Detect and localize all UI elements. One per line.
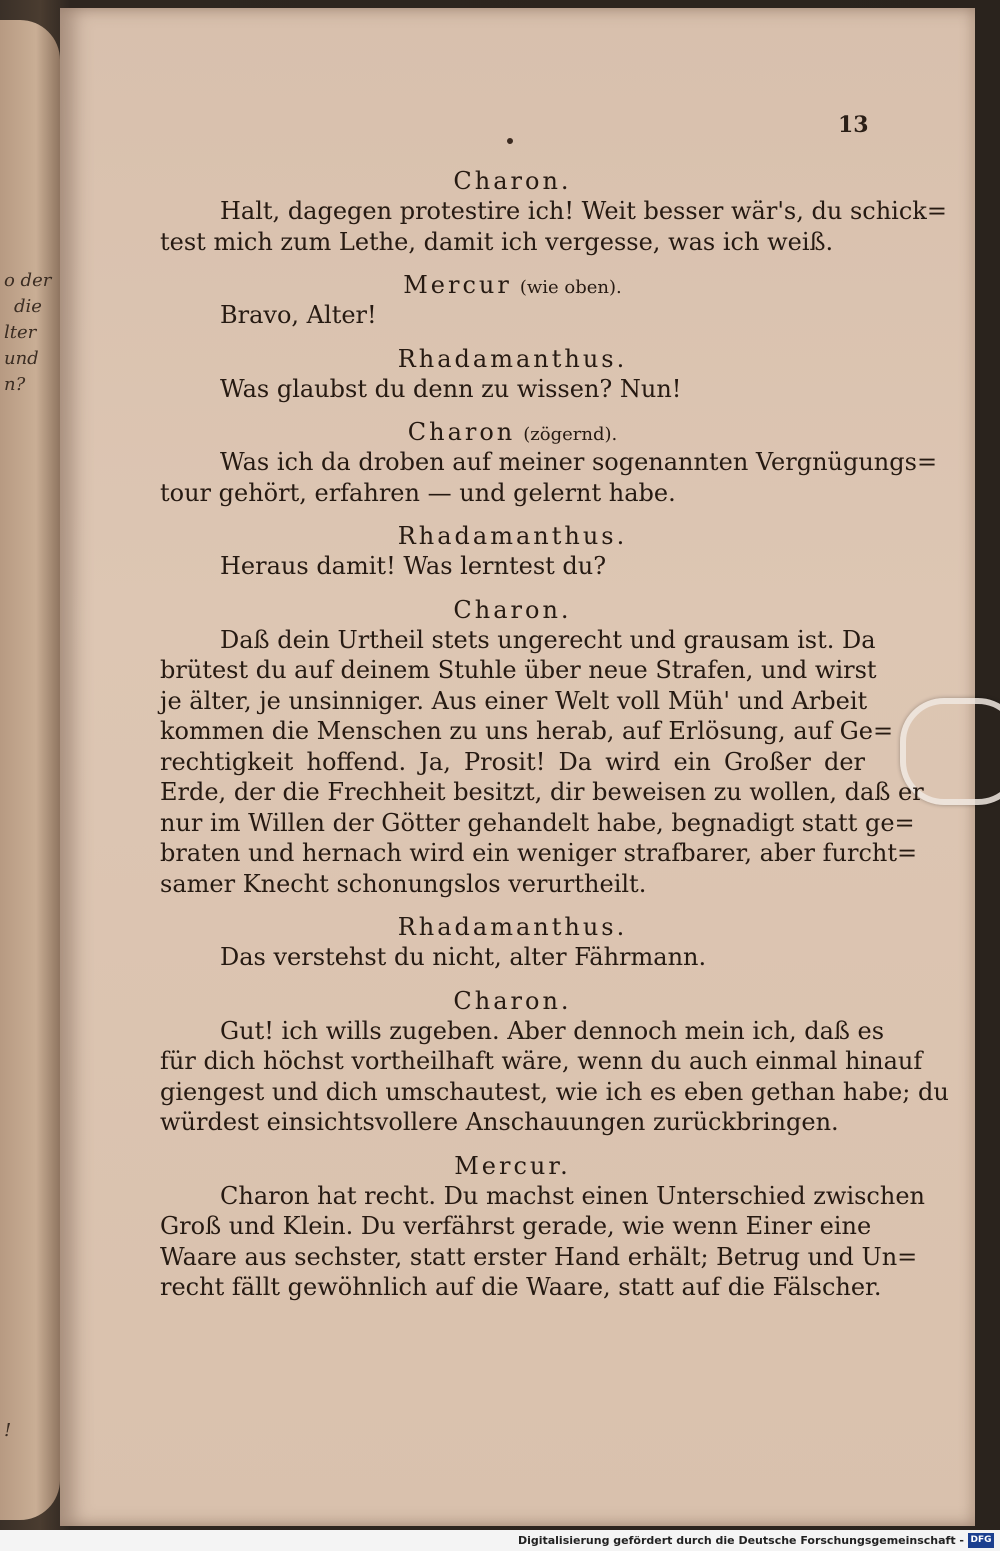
previous-page-fragment: lter — [4, 322, 37, 343]
speaker-name: Rhadamanthus. — [397, 913, 628, 941]
speaker-heading — [160, 912, 865, 942]
speaker-name: Mercur — [403, 271, 512, 299]
text-line: samer Knecht schonungslos verurtheilt. — [160, 869, 647, 898]
speaker-name: Rhadamanthus. — [397, 522, 628, 550]
speaker-name: Mercur. — [454, 1151, 571, 1180]
text-line: Gut! ich wills zugeben. Aber dennoch mein ich, daß es — [220, 1016, 885, 1045]
speaker-heading — [160, 986, 865, 1016]
text-line: Groß und Klein. Du verfährst gerade, wie wenn Einer eine — [160, 1212, 872, 1240]
text-line: Das verstehst du nicht, alter Fährmann. — [220, 943, 707, 971]
footer-bar — [0, 1530, 1000, 1551]
speaker-heading — [160, 344, 865, 374]
page-number: 13 — [838, 112, 869, 138]
previous-page-fragment: ! — [4, 1420, 12, 1441]
text-line: giengest und dich umschautest, wie ich es eben gethan habe; du — [160, 1077, 949, 1106]
previous-page-edge — [0, 20, 60, 1520]
speaker-name: Charon. — [453, 595, 572, 624]
stage-direction: (zögernd). — [523, 424, 618, 445]
footer-credit: Digitalisierung gefördert durch die Deutsche Forschungsgemeinschaft - — [517, 1534, 964, 1547]
text-line: test mich zum Lethe, damit ich vergesse, was ich weiß. — [160, 227, 834, 256]
text-line: Was ich da droben auf meiner sogenannten Vergnügungs= — [220, 448, 938, 476]
text-line: Was glaubst du denn zu wissen? Nun! — [220, 374, 682, 403]
speaker-name: Charon — [407, 418, 516, 446]
speaker-heading — [160, 166, 865, 196]
text-line: Waare aus sechster, statt erster Hand erhält; Betrug und Un= — [160, 1242, 918, 1271]
previous-page-fragment: und — [4, 348, 39, 369]
text-line: tour gehört, erfahren — und gelernt habe. — [160, 478, 676, 507]
text-line: würdest einsichtsvollere Anschauungen zurückbringen. — [160, 1108, 839, 1136]
speaker-name: Rhadamanthus. — [397, 344, 628, 373]
text-line: Halt, dagegen protestire ich! Weit besser wär's, du schick= — [220, 197, 947, 225]
speaker-name: Charon. — [453, 986, 572, 1015]
speaker-heading — [160, 417, 865, 447]
ink-dot — [507, 138, 513, 144]
dfg-logo: DFG — [968, 1533, 994, 1548]
speaker-heading — [160, 270, 865, 300]
text-line: je älter, je unsinniger. Aus einer Welt voll Müh' und Arbeit — [160, 686, 868, 715]
speaker-heading — [160, 521, 865, 551]
text-line: rechtigkeit hoffend. Ja, Prosit! Da wird ein Großer der — [160, 747, 865, 776]
speaker-name: Charon. — [453, 167, 572, 195]
speaker-heading — [160, 595, 865, 625]
text-line: brütest du auf deinem Stuhle über neue Strafen, und wirst — [160, 656, 877, 684]
text-line: für dich höchst vortheilhaft wäre, wenn du auch einmal hinauf — [160, 1047, 923, 1075]
stage-direction: (wie oben). — [519, 277, 622, 298]
text-line: Heraus damit! Was lerntest du? — [220, 552, 607, 580]
previous-page-fragment: o der — [4, 270, 52, 291]
text-line: Bravo, Alter! — [220, 301, 377, 329]
text-line: Erde, der die Frechheit besitzt, dir beweisen zu wollen, daß er — [160, 778, 924, 806]
text-line: recht fällt gewöhnlich auf die Waare, statt auf die Fälscher. — [160, 1273, 882, 1301]
previous-page-fragment: die — [14, 296, 42, 317]
page-text — [160, 166, 949, 1303]
previous-page-fragment: n? — [4, 374, 26, 395]
text-line: kommen die Menschen zu uns herab, auf Erlösung, auf Ge= — [160, 717, 894, 745]
speaker-heading — [160, 1151, 865, 1181]
text-line: nur im Willen der Götter gehandelt habe, begnadigt statt ge= — [160, 808, 915, 837]
text-line: braten und hernach wird ein weniger strafbarer, aber furcht= — [160, 839, 918, 867]
text-line: Charon hat recht. Du machst einen Unterschied zwischen — [220, 1181, 925, 1210]
text-line: Daß dein Urtheil stets ungerecht und grausam ist. Da — [220, 625, 876, 654]
